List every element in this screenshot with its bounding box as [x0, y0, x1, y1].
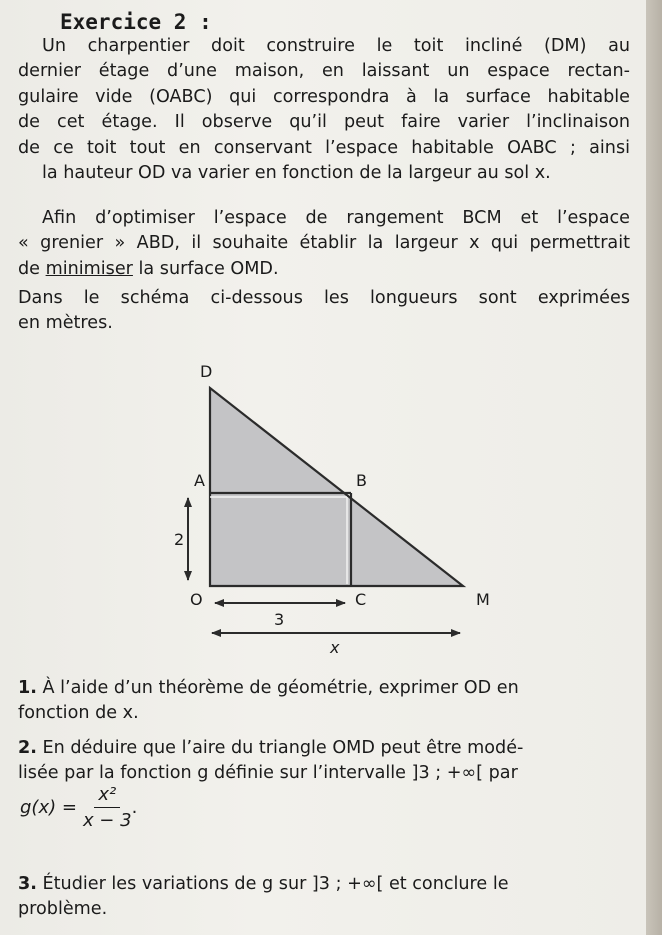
- question-text: fonction de x.: [18, 703, 139, 723]
- exercise-title: Exercice 2 :: [60, 10, 212, 34]
- formula-lhs: g(x) =: [20, 797, 77, 818]
- function-g-formula: [20, 784, 137, 831]
- intro-line: dernier étage d’une maison, en laissant un espace rectan-: [18, 61, 630, 82]
- label-m: M: [476, 590, 490, 609]
- units-line: Dans le schéma ci-dessous les longueurs sont exprimées: [18, 288, 630, 308]
- triangle-omd: [210, 388, 463, 586]
- question-3: [18, 872, 630, 922]
- label-b: B: [356, 471, 367, 490]
- label-o: O: [190, 590, 203, 609]
- length-oc-label: 3: [274, 610, 285, 629]
- intro-line: gulaire vide (OABC) qui correspondra à la surface habitable: [18, 86, 630, 107]
- length-om-label: x: [330, 638, 340, 655]
- goal-paragraph: [18, 206, 630, 282]
- label-a: A: [194, 471, 205, 490]
- question-1: [18, 676, 630, 726]
- formula-end: .: [131, 797, 138, 818]
- goal-line: « grenier » ABD, il souhaite établir la largeur x qui permettrait: [18, 233, 630, 254]
- question-number: 1.: [18, 678, 37, 698]
- intro-line: la hauteur OD va varier en fonction de la largeur au sol x.: [42, 163, 551, 184]
- label-c: C: [355, 590, 367, 609]
- units-paragraph: [18, 286, 630, 337]
- label-d: D: [200, 362, 213, 381]
- goal-before: de: [18, 258, 46, 279]
- formula-fraction: [83, 784, 132, 831]
- question-number: 2.: [18, 738, 37, 758]
- roof-diagram: [160, 355, 520, 655]
- goal-after: la surface OMD.: [132, 258, 279, 279]
- minimiser-word: minimiser: [45, 258, 133, 279]
- length-oa-label: 2: [174, 530, 185, 549]
- intro-paragraph: [18, 34, 630, 186]
- question-number: 3.: [18, 874, 37, 894]
- question-text: problème.: [18, 899, 108, 919]
- question-text: lisée par la fonction g définie sur l’intervalle ]3 ; +∞[ par: [18, 763, 518, 783]
- question-text: En déduire que l’aire du triangle OMD peut être modé-: [42, 738, 524, 758]
- goal-line: Afin d’optimiser l’espace de rangement BCM et l’espace: [42, 208, 630, 228]
- goal-line: [18, 257, 630, 282]
- intro-line: de ce toit tout en conservant l’espace habitable OABC ; ainsi: [18, 137, 630, 158]
- formula-numerator: x²: [94, 784, 120, 808]
- question-2: [18, 736, 630, 786]
- question-text: Étudier les variations de g sur ]3 ; +∞[ et conclure le: [42, 874, 509, 894]
- intro-line: Un charpentier doit construire le toit incliné (DM) au: [42, 36, 630, 56]
- formula-denominator: x − 3: [82, 810, 132, 831]
- question-text: À l’aide d’un théorème de géométrie, exprimer OD en: [42, 678, 519, 698]
- page-edge: [646, 0, 662, 935]
- units-line: en mètres.: [18, 313, 113, 334]
- intro-line: de cet étage. Il observe qu’il peut faire varier l’inclinaison: [18, 112, 630, 133]
